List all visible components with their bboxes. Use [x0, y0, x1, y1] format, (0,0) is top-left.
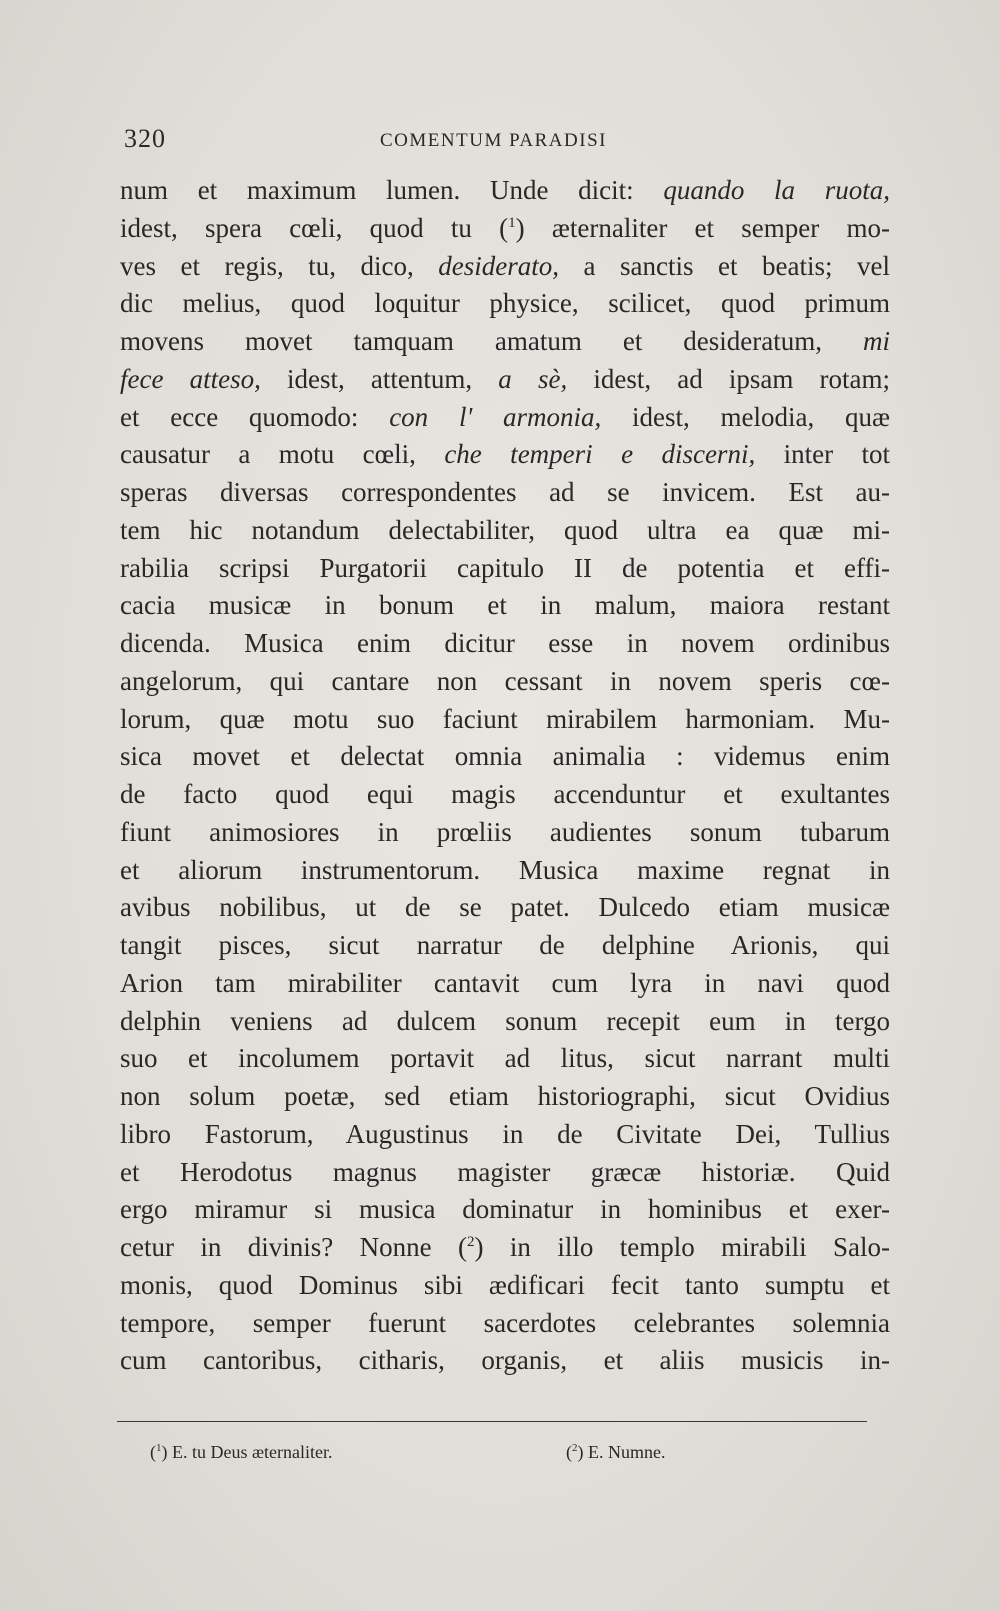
text-line — [120, 1078, 890, 1116]
italic-quote: quando la ruota, — [663, 175, 891, 205]
text-line — [120, 965, 890, 1003]
text-line — [120, 738, 890, 776]
text-line — [120, 172, 890, 210]
text-line — [120, 1305, 890, 1343]
text-line — [120, 210, 890, 248]
text-line — [120, 436, 890, 474]
text-line — [120, 323, 890, 361]
running-title: COMENTUM PARADISI — [380, 130, 607, 151]
text-run: causatur a motu cœli, — [120, 439, 445, 470]
text-run: delphin veniens ad dulcem sonum recepit eum in tergo — [120, 1005, 890, 1036]
text-run: tempore, semper fuerunt sacerdotes celebrantes solemnia — [120, 1307, 890, 1338]
text-run: ) in illo templo mirabili Salo- — [474, 1232, 890, 1262]
text-run: dic melius, quod loquitur physice, scilicet, quod primum — [120, 288, 890, 319]
text-line — [120, 1116, 890, 1154]
text-run: movens movet tamquam amatum et desideratum, — [120, 326, 863, 356]
text-run: a sanctis et beatis; vel — [559, 250, 890, 281]
page-header — [124, 124, 888, 164]
footnote-mark: 1 — [156, 1442, 162, 1454]
text-run: non solum poetæ, sed etiam historiographi, sicut Ovidius — [120, 1081, 890, 1111]
text-line — [120, 474, 890, 512]
italic-quote: fece atteso, — [120, 363, 261, 394]
text-run: inter tot — [755, 439, 890, 470]
text-run: sica movet et delectat omnia animalia : videmus enim — [120, 741, 890, 772]
text-run: idest, attentum, — [260, 363, 499, 394]
text-line — [120, 285, 890, 323]
text-run: angelorum, qui cantare non cessant in novem speris cœ- — [120, 665, 890, 696]
footnote-2: ($^2$) E. Numne. — [566, 1442, 666, 1462]
footnote-ref: 1 — [508, 214, 516, 231]
footnotes — [150, 1442, 870, 1472]
text-line — [120, 1229, 890, 1267]
footnote-mark: 2 — [572, 1442, 578, 1454]
text-line — [120, 663, 890, 701]
text-line — [120, 587, 890, 625]
text-line — [120, 248, 890, 286]
italic-quote: che temperi e discerni, — [444, 439, 756, 470]
text-line — [120, 1342, 890, 1380]
text-run: libro Fastorum, Augustinus in de Civitate Dei, Tullius — [120, 1118, 890, 1149]
text-line — [120, 889, 890, 927]
text-run: cum cantoribus, citharis, organis, et aliis musicis in- — [120, 1345, 890, 1376]
text-run: dicenda. Musica enim dicitur esse in novem ordinibus — [120, 628, 890, 658]
footnote-text: E. tu Deus æternaliter. — [172, 1442, 333, 1462]
text-run: speras diversas correspondentes ad se invicem. Est au- — [120, 477, 890, 507]
text-run: et aliorum instrumentorum. Musica maxime regnat in — [120, 854, 890, 885]
text-run: ves et regis, tu, dico, — [120, 250, 439, 281]
text-line — [120, 852, 890, 890]
text-run: lorum, quæ motu suo faciunt mirabilem harmoniam. Mu- — [120, 703, 890, 734]
text-line — [120, 512, 890, 550]
footnote-1: ($^1$) E. tu Deus æternaliter. — [150, 1442, 333, 1462]
text-run: ergo miramur si musica dominatur in hominibus et exer- — [120, 1194, 890, 1225]
text-line — [120, 1040, 890, 1078]
text-line — [120, 1191, 890, 1229]
text-line — [120, 550, 890, 588]
text-line — [120, 701, 890, 739]
text-line — [120, 399, 890, 437]
italic-quote: mi — [863, 326, 890, 356]
text-run: suo et incolumem portavit ad litus, sicut narrant multi — [120, 1043, 890, 1074]
text-run: de facto quod equi magis accenduntur et exultantes — [120, 779, 890, 809]
text-run: monis, quod Dominus sibi ædificari fecit tanto sumptu et — [120, 1269, 890, 1300]
italic-quote: a sè, — [498, 363, 568, 394]
text-run: tangit pisces, sicut narratur de delphine Arionis, qui — [120, 930, 890, 960]
text-run: num et maximum lumen. Unde dicit: — [120, 175, 664, 205]
text-line — [120, 1154, 890, 1192]
text-line — [120, 814, 890, 852]
text-run: cetur in divinis? Nonne ( — [120, 1232, 468, 1262]
text-run: idest, ad ipsam rotam; — [567, 363, 891, 394]
text-run: et Herodotus magnus magister græcæ historiæ. Quid — [120, 1156, 890, 1187]
text-run: ) æternaliter et semper mo- — [515, 212, 890, 243]
text-line — [120, 1267, 890, 1305]
text-line — [120, 776, 890, 814]
text-run: tem hic notandum delectabiliter, quod ultra ea quæ mi- — [120, 514, 890, 545]
text-run: Arion tam mirabiliter cantavit cum lyra in navi quod — [120, 967, 890, 998]
text-run: rabilia scripsi Purgatorii capitulo II de potentia et effi- — [120, 552, 890, 583]
text-line — [120, 927, 890, 965]
footnote-rule — [117, 1421, 867, 1422]
text-run: et ecce quomodo: — [120, 401, 390, 432]
text-run: cacia musicæ in bonum et in malum, maiora restant — [120, 590, 890, 621]
text-line — [120, 1003, 890, 1041]
text-line — [120, 361, 890, 399]
text-run: idest, melodia, quæ — [601, 401, 890, 432]
text-run: avibus nobilibus, ut de se patet. Dulcedo etiam musicæ — [120, 892, 890, 923]
footnote-text: E. Numne. — [588, 1442, 666, 1462]
italic-quote: con l' armonia, — [389, 401, 602, 432]
text-run: idest, spera cœli, quod tu ( — [120, 212, 509, 243]
text-run: fiunt animosiores in prœliis audientes sonum tubarum — [120, 816, 890, 847]
body-text — [120, 172, 890, 1380]
italic-quote: desiderato, — [438, 250, 560, 281]
page-number: 320 — [124, 124, 166, 153]
text-line — [120, 625, 890, 663]
footnote-ref: 2 — [467, 1234, 475, 1250]
